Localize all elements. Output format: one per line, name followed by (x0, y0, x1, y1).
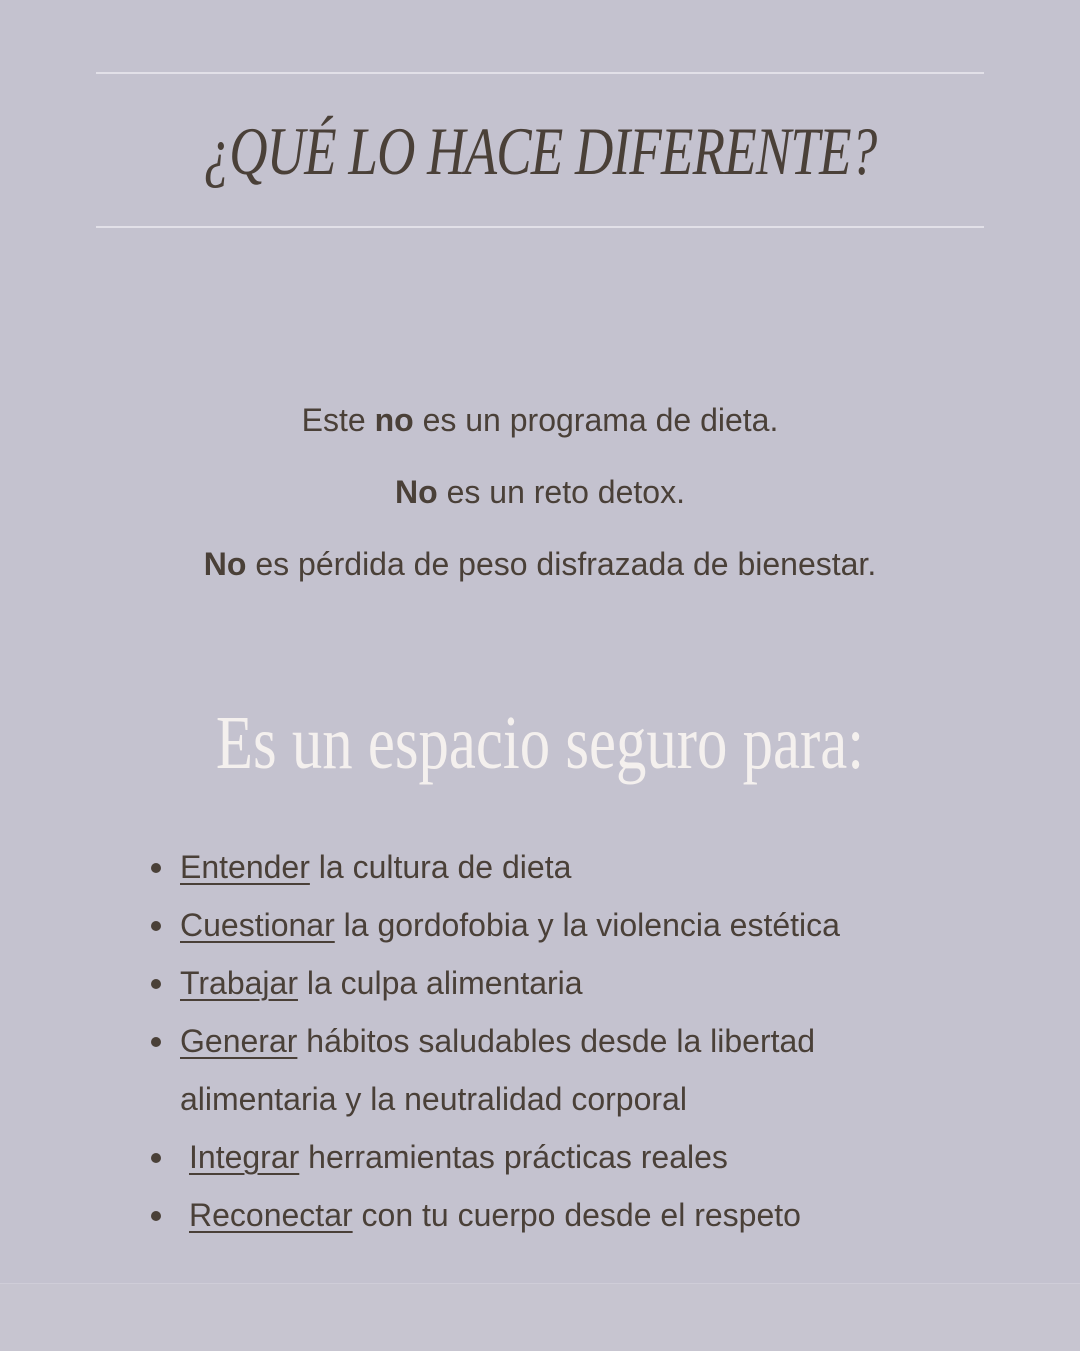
statement-line (0, 402, 1080, 438)
statement-text: es pérdida de peso disfrazada de bienestar. (246, 546, 877, 582)
statement-emphasis: No (395, 474, 438, 510)
bottom-divider (96, 226, 984, 228)
list-item-text: con tu cuerpo desde el respeto (352, 1197, 801, 1233)
statements-block (0, 402, 1080, 618)
list-item-verb: Trabajar (180, 965, 298, 1001)
list-item-verb: Reconectar (189, 1197, 353, 1233)
bullet-icon (151, 1153, 161, 1163)
statement-line (0, 474, 1080, 510)
statement-text: es un reto detox. (437, 474, 685, 510)
list-item-verb: Entender (180, 849, 310, 885)
benefits-list (180, 838, 1020, 1244)
list-item (180, 896, 1020, 954)
list-item (180, 1186, 1020, 1244)
list-item-text: la gordofobia y la violencia estética (334, 907, 840, 943)
list-item-text: la culpa alimentaria (297, 965, 583, 1001)
list-item (180, 954, 1020, 1012)
bullet-icon (151, 1037, 161, 1047)
statement-text: es un programa de dieta. (413, 402, 779, 438)
list-item-verb: Generar (180, 1023, 298, 1059)
statement-line (0, 546, 1080, 582)
list-item (180, 838, 1020, 896)
top-divider (96, 72, 984, 74)
bullet-icon (151, 921, 161, 931)
statement-emphasis: No (203, 546, 247, 582)
list-item-verb: Integrar (189, 1139, 300, 1175)
section-subheading: Es un espacio seguro para: (215, 701, 865, 785)
list-item-continuation (180, 1070, 1020, 1128)
statement-text: Este (301, 402, 375, 438)
list-item-text: herramientas prácticas reales (299, 1139, 728, 1175)
list-item-text: hábitos saludables desde la libertad (297, 1023, 816, 1059)
bullet-icon (151, 979, 161, 989)
list-item (180, 1128, 1020, 1186)
list-item-verb: Cuestionar (180, 907, 335, 943)
bullet-icon (151, 1211, 161, 1221)
list-item-text: alimentaria y la neutralidad corporal (180, 1081, 687, 1117)
footer-band (0, 1283, 1080, 1351)
bullet-icon (151, 863, 161, 873)
page-title: ¿QUÉ LO HACE DIFERENTE? (203, 113, 877, 189)
statement-emphasis: no (374, 402, 414, 438)
list-item (180, 1012, 1020, 1070)
list-item-text: la cultura de dieta (309, 849, 572, 885)
